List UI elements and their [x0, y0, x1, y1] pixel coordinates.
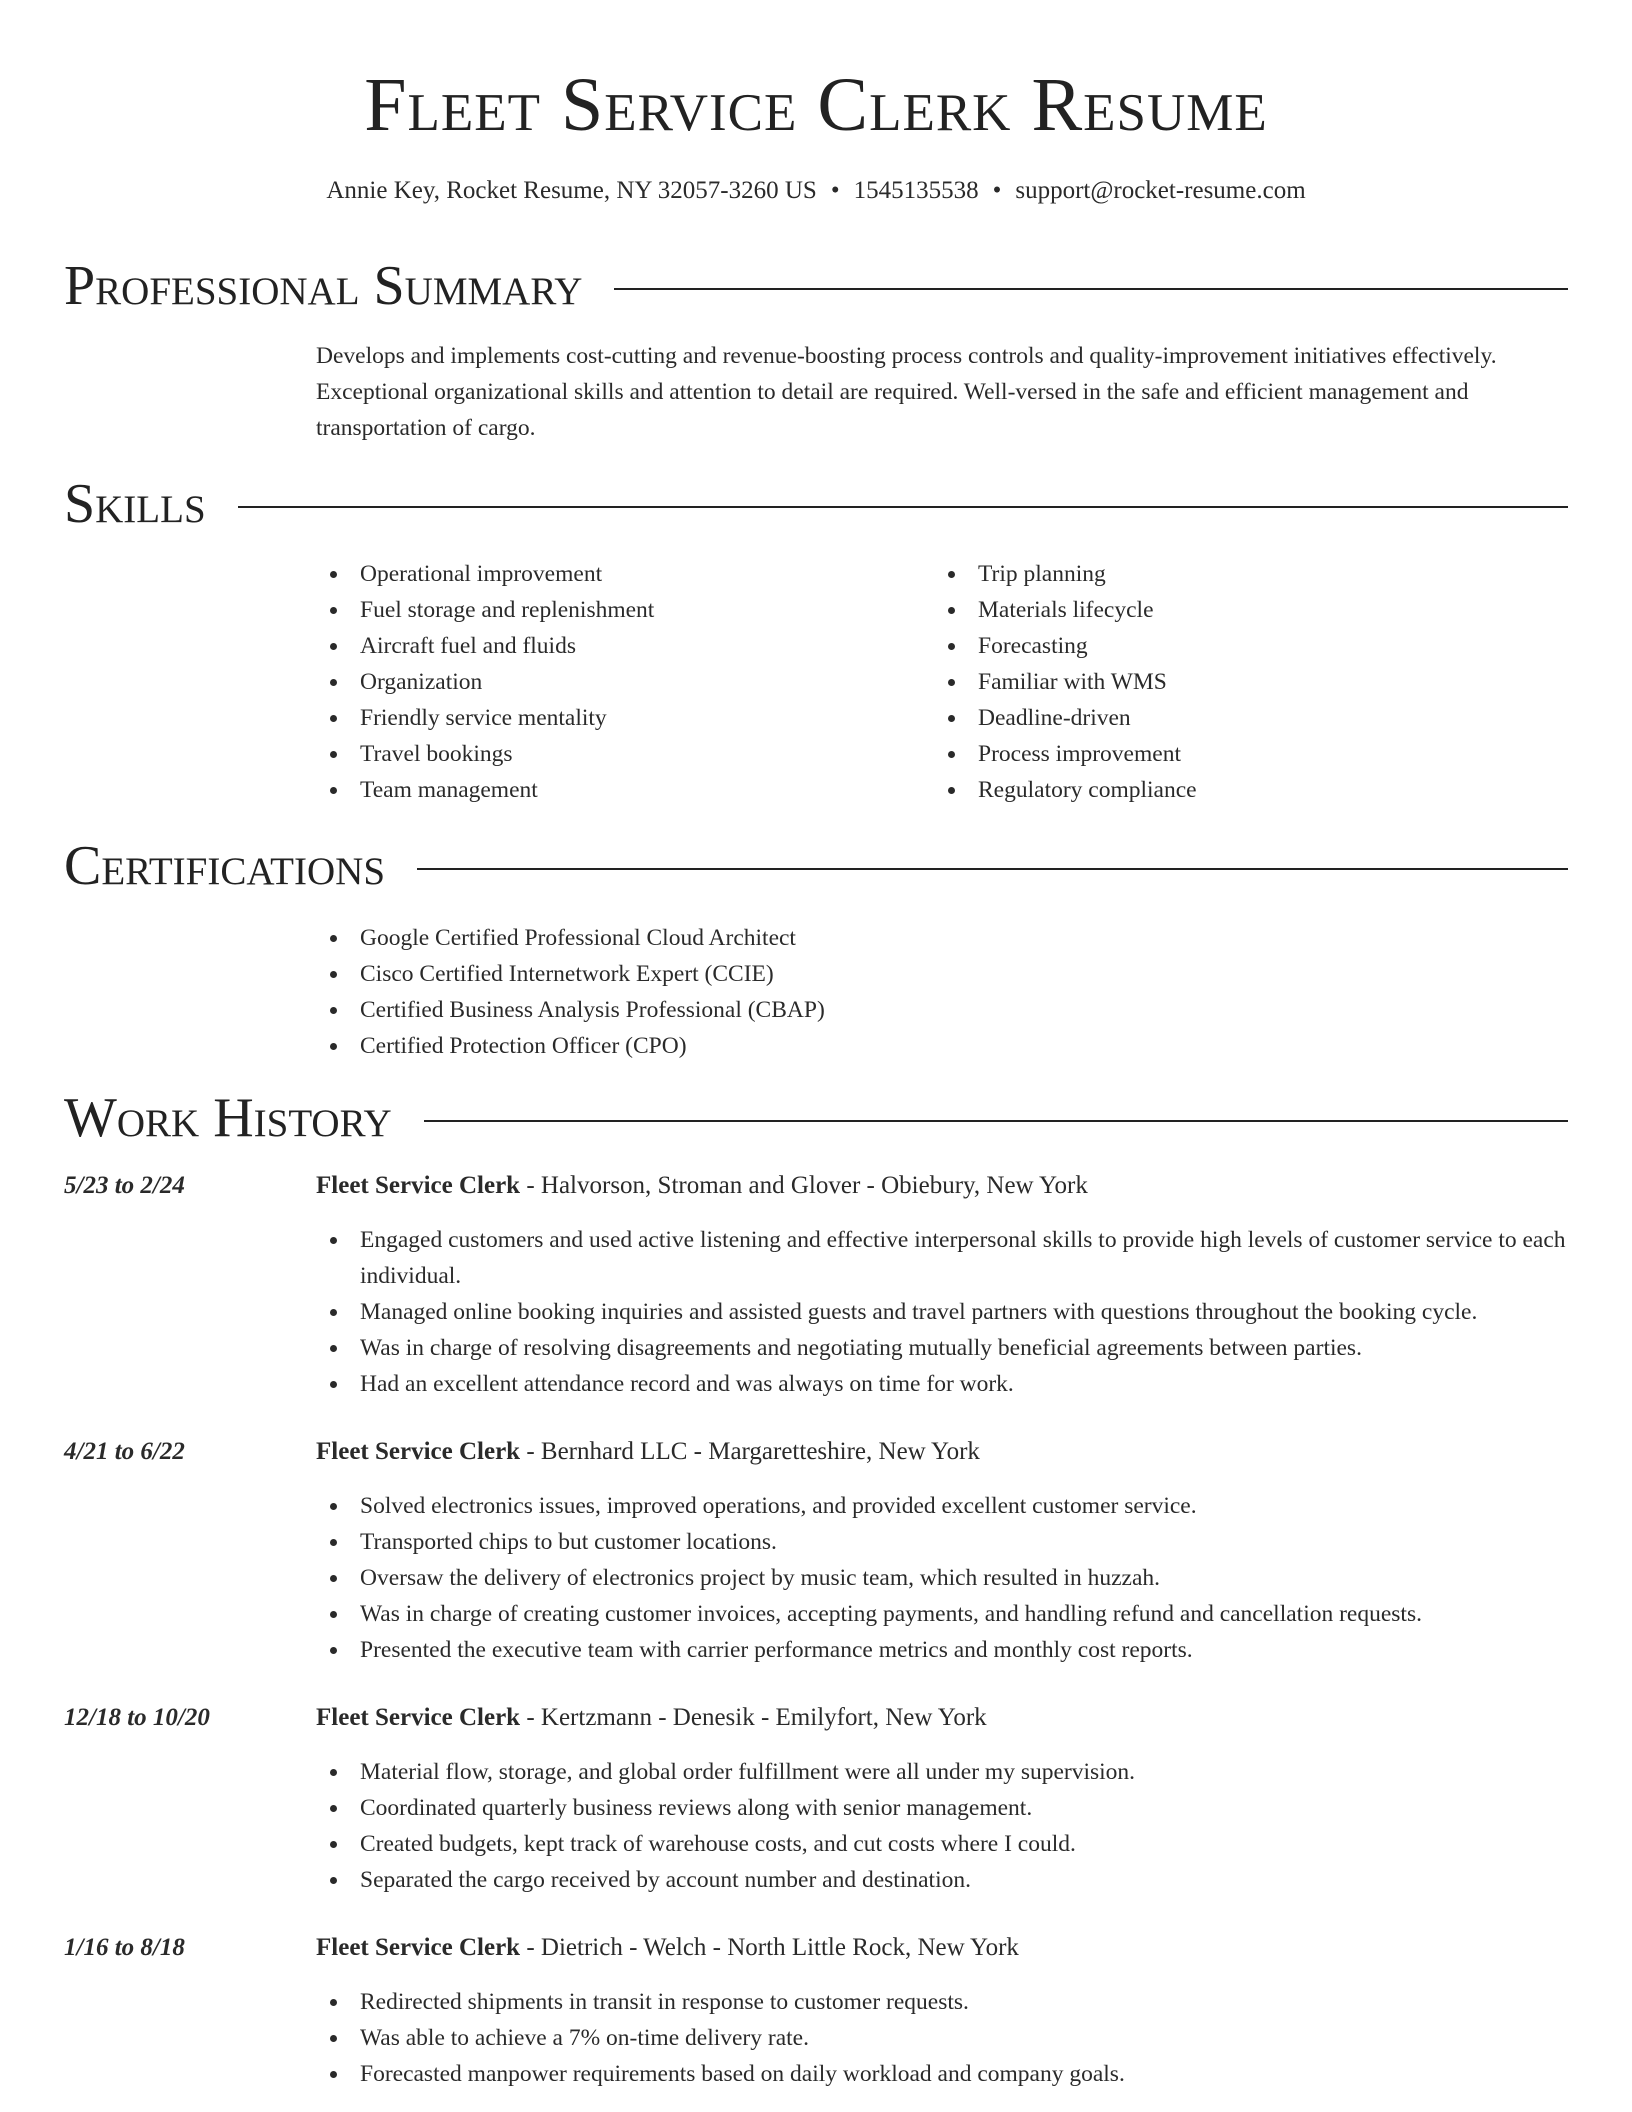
- resume-title: Fleet Service Clerk Resume: [364, 63, 1268, 147]
- skill-item: Travel bookings: [316, 736, 896, 772]
- job-role: Fleet Service Clerk: [316, 1704, 521, 1731]
- job-details: - Dietrich - Welch - North Little Rock, New York: [520, 1934, 1019, 1961]
- job-role: Fleet Service Clerk: [316, 1934, 521, 1961]
- job-role: Fleet Service Clerk: [316, 1438, 521, 1465]
- job-heading: [316, 1434, 1568, 1470]
- contact-email: support@rocket-resume.com: [1015, 177, 1306, 204]
- summary-section-header: [64, 254, 1568, 318]
- job-heading: [316, 1930, 1568, 1966]
- certification-item: Cisco Certified Internetwork Expert (CCIE): [316, 956, 1516, 992]
- skill-item: Forecasting: [934, 628, 1514, 664]
- job-role: Fleet Service Clerk: [316, 1172, 521, 1199]
- job-bullet: Separated the cargo received by account number and destination.: [316, 1862, 1568, 1898]
- skills-list-right: [934, 556, 1514, 808]
- job-dates: 4/21 to 6/22: [64, 1438, 185, 1465]
- job-bullet: Engaged customers and used active listening and effective interpersonal skills to provide high levels of customer service to each individual.: [316, 1222, 1568, 1294]
- job-details: - Kertzmann - Denesik - Emilyfort, New York: [520, 1704, 987, 1731]
- skill-item: Trip planning: [934, 556, 1514, 592]
- job-bullet: Presented the executive team with carrier performance metrics and monthly cost reports.: [316, 1632, 1568, 1668]
- certifications-list: [316, 920, 1516, 1064]
- job-bullet: Solved electronics issues, improved operations, and provided excellent customer service.: [316, 1488, 1568, 1524]
- certification-item: Certified Business Analysis Professional (CBAP): [316, 992, 1516, 1028]
- job-bullet: Coordinated quarterly business reviews along with senior management.: [316, 1790, 1568, 1826]
- skills-section-header: [64, 472, 1568, 536]
- job-bullets: [316, 1984, 1568, 2092]
- skill-item: Fuel storage and replenishment: [316, 592, 896, 628]
- job-bullets: [316, 1222, 1568, 1402]
- job-bullet: Transported chips to but customer locations.: [316, 1524, 1568, 1560]
- job-details: - Halvorson, Stroman and Glover - Obiebury, New York: [520, 1172, 1088, 1199]
- section-divider: [614, 288, 1568, 290]
- summary-text: Develops and implements cost-cutting and revenue-boosting process controls and quality-improvement initiatives effectively. Exceptional organizational skills and attention to detail are required. Well-versed in the safe and efficient management and transportation of cargo.: [316, 343, 1497, 441]
- skill-item: Aircraft fuel and fluids: [316, 628, 896, 664]
- skill-item: Process improvement: [934, 736, 1514, 772]
- skill-item: Team management: [316, 772, 896, 808]
- job-details: - Bernhard LLC - Margaretteshire, New York: [520, 1438, 980, 1465]
- certifications-heading: Certifications: [64, 835, 386, 897]
- contact-phone: 1545135538: [853, 177, 979, 204]
- contact-line: [0, 174, 1632, 208]
- job-bullets: [316, 1488, 1568, 1668]
- skill-item: Familiar with WMS: [934, 664, 1514, 700]
- job-bullet: Managed online booking inquiries and assisted guests and travel partners with questions throughout the booking cycle.: [316, 1294, 1568, 1330]
- job-heading: [316, 1700, 1568, 1736]
- skills-heading: Skills: [64, 473, 206, 535]
- job-heading: [316, 1168, 1568, 1204]
- job-dates: 12/18 to 10/20: [64, 1704, 210, 1731]
- work-history-heading: Work History: [64, 1087, 392, 1149]
- job-bullet: Created budgets, kept track of warehouse costs, and cut costs where I could.: [316, 1826, 1568, 1862]
- skill-item: Materials lifecycle: [934, 592, 1514, 628]
- certification-item: Certified Protection Officer (CPO): [316, 1028, 1516, 1064]
- skill-item: Regulatory compliance: [934, 772, 1514, 808]
- certifications-section-header: [64, 834, 1568, 898]
- section-divider: [238, 506, 1568, 508]
- job-bullet: Forecasted manpower requirements based on daily workload and company goals.: [316, 2056, 1568, 2092]
- skill-item: Organization: [316, 664, 896, 700]
- job-bullet: Material flow, storage, and global order fulfillment were all under my supervision.: [316, 1754, 1568, 1790]
- section-divider: [417, 868, 1568, 870]
- separator-dot: •: [992, 177, 1002, 204]
- certification-item: Google Certified Professional Cloud Architect: [316, 920, 1516, 956]
- job-bullet: Was in charge of creating customer invoices, accepting payments, and handling refund and cancellation requests.: [316, 1596, 1568, 1632]
- job-dates: 5/23 to 2/24: [64, 1172, 185, 1199]
- work-history-section-header: [64, 1086, 1568, 1150]
- summary-heading: Professional Summary: [64, 255, 583, 317]
- skill-item: Friendly service mentality: [316, 700, 896, 736]
- job-bullet: Was in charge of resolving disagreements and negotiating mutually beneficial agreements between parties.: [316, 1330, 1568, 1366]
- skill-item: Operational improvement: [316, 556, 896, 592]
- job-bullet: Oversaw the delivery of electronics project by music team, which resulted in huzzah.: [316, 1560, 1568, 1596]
- job-bullet: Was able to achieve a 7% on-time delivery rate.: [316, 2020, 1568, 2056]
- job-dates: 1/16 to 8/18: [64, 1934, 185, 1961]
- skills-list-left: [316, 556, 896, 808]
- job-bullet: Had an excellent attendance record and was always on time for work.: [316, 1366, 1568, 1402]
- job-bullets: [316, 1754, 1568, 1898]
- skill-item: Deadline-driven: [934, 700, 1514, 736]
- job-bullet: Redirected shipments in transit in response to customer requests.: [316, 1984, 1568, 2020]
- contact-address: Annie Key, Rocket Resume, NY 32057-3260 US: [326, 177, 817, 204]
- separator-dot: •: [830, 177, 840, 204]
- section-divider: [424, 1120, 1568, 1122]
